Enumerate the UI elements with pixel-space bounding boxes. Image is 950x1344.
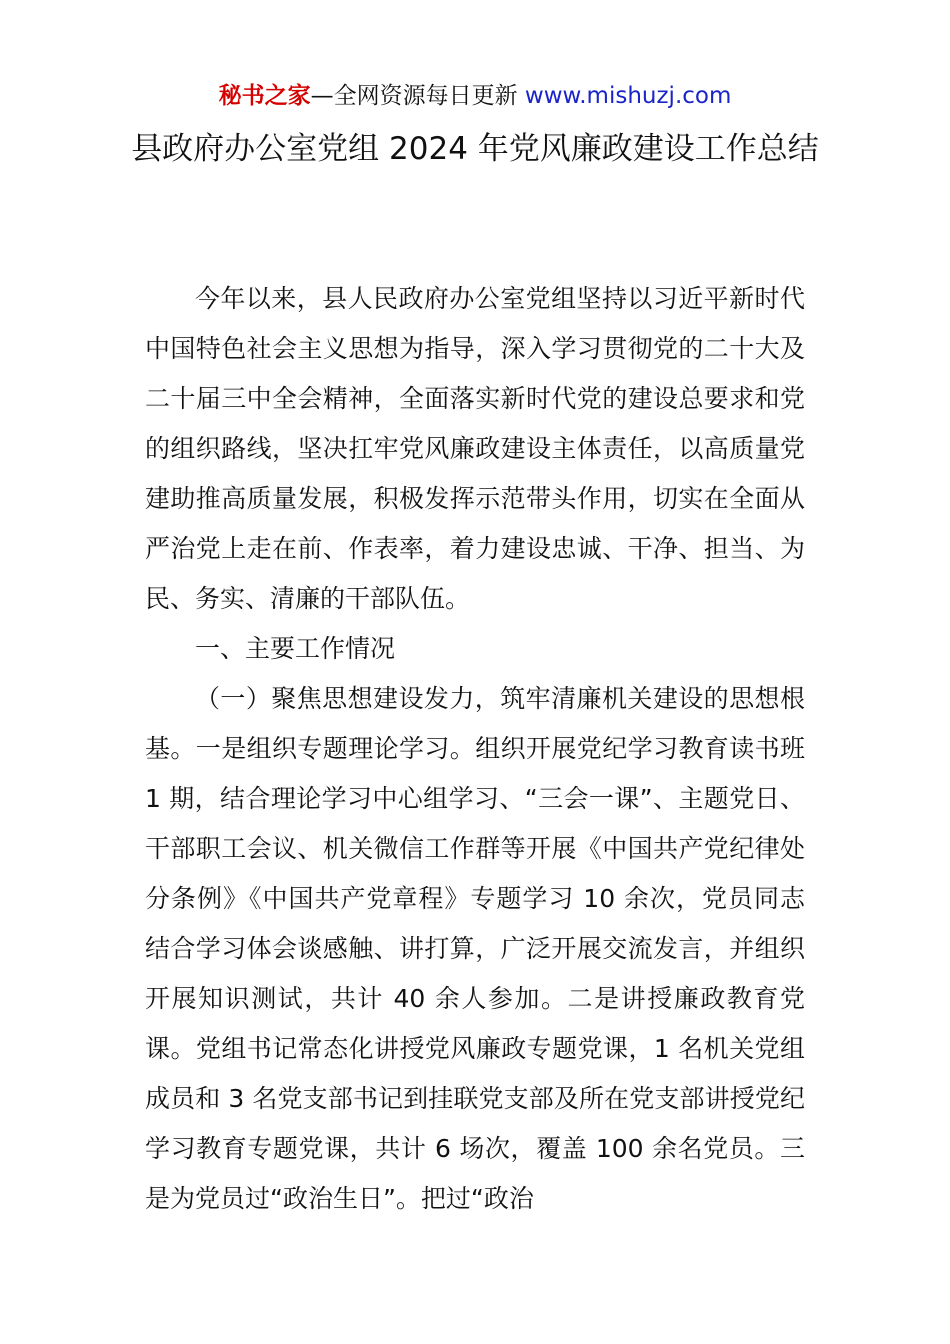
intro-paragraph: 今年以来，县人民政府办公室党组坚持以习近平新时代中国特色社会主义思想为指导，深入学习贯彻党的二十大及二十届三中全会精神，全面落实新时代党的建设总要求和党的组织路线，坚决扛牢党风廉政建设主体责任，以高质量党建助推高质量发展，积极发挥示范带头作用，切实在全面从严治党上走在前、作表率，着力建设忠诚、干净、担当、为民、务实、清廉的干部队伍。 (145, 284, 805, 613)
site-url[interactable]: www.mishuzj.com (524, 83, 732, 109)
section-heading: 一、主要工作情况 (195, 634, 396, 663)
document-body (145, 274, 805, 1224)
brand-name: 秘书之家 (218, 83, 311, 109)
document-title: 县政府办公室党组 2024 年党风廉政建设工作总结 (131, 131, 819, 167)
site-header (0, 80, 950, 112)
header-slogan: —全网资源每日更新 (310, 83, 525, 109)
body-paragraph: （一）聚焦思想建设发力，筑牢清廉机关建设的思想根基。一是组织专题理论学习。组织开展党纪学习教育读书班 1 期，结合理论学习中心组学习、“三会一课”、主题党日、干部职工会议、机关微信工作群等开展《中国共产党纪律处分条例》《中国共产党章程》专题学习 10 余次，党员同志结合学习体会谈感触、讲打算，广泛开展交流发言，并组织开展知识测试，共计 40 余人参加。二是讲授廉政教育党课。党组书记常态化讲授党风廉政专题党课，1 名机关党组成员和 3 名党支部书记到挂联党支部及所在党支部讲授党纪学习教育专题党课，共计 6 场次，覆盖 100 余名党员。三是为党员过“政治生日”。把过“政治 (145, 684, 805, 1213)
